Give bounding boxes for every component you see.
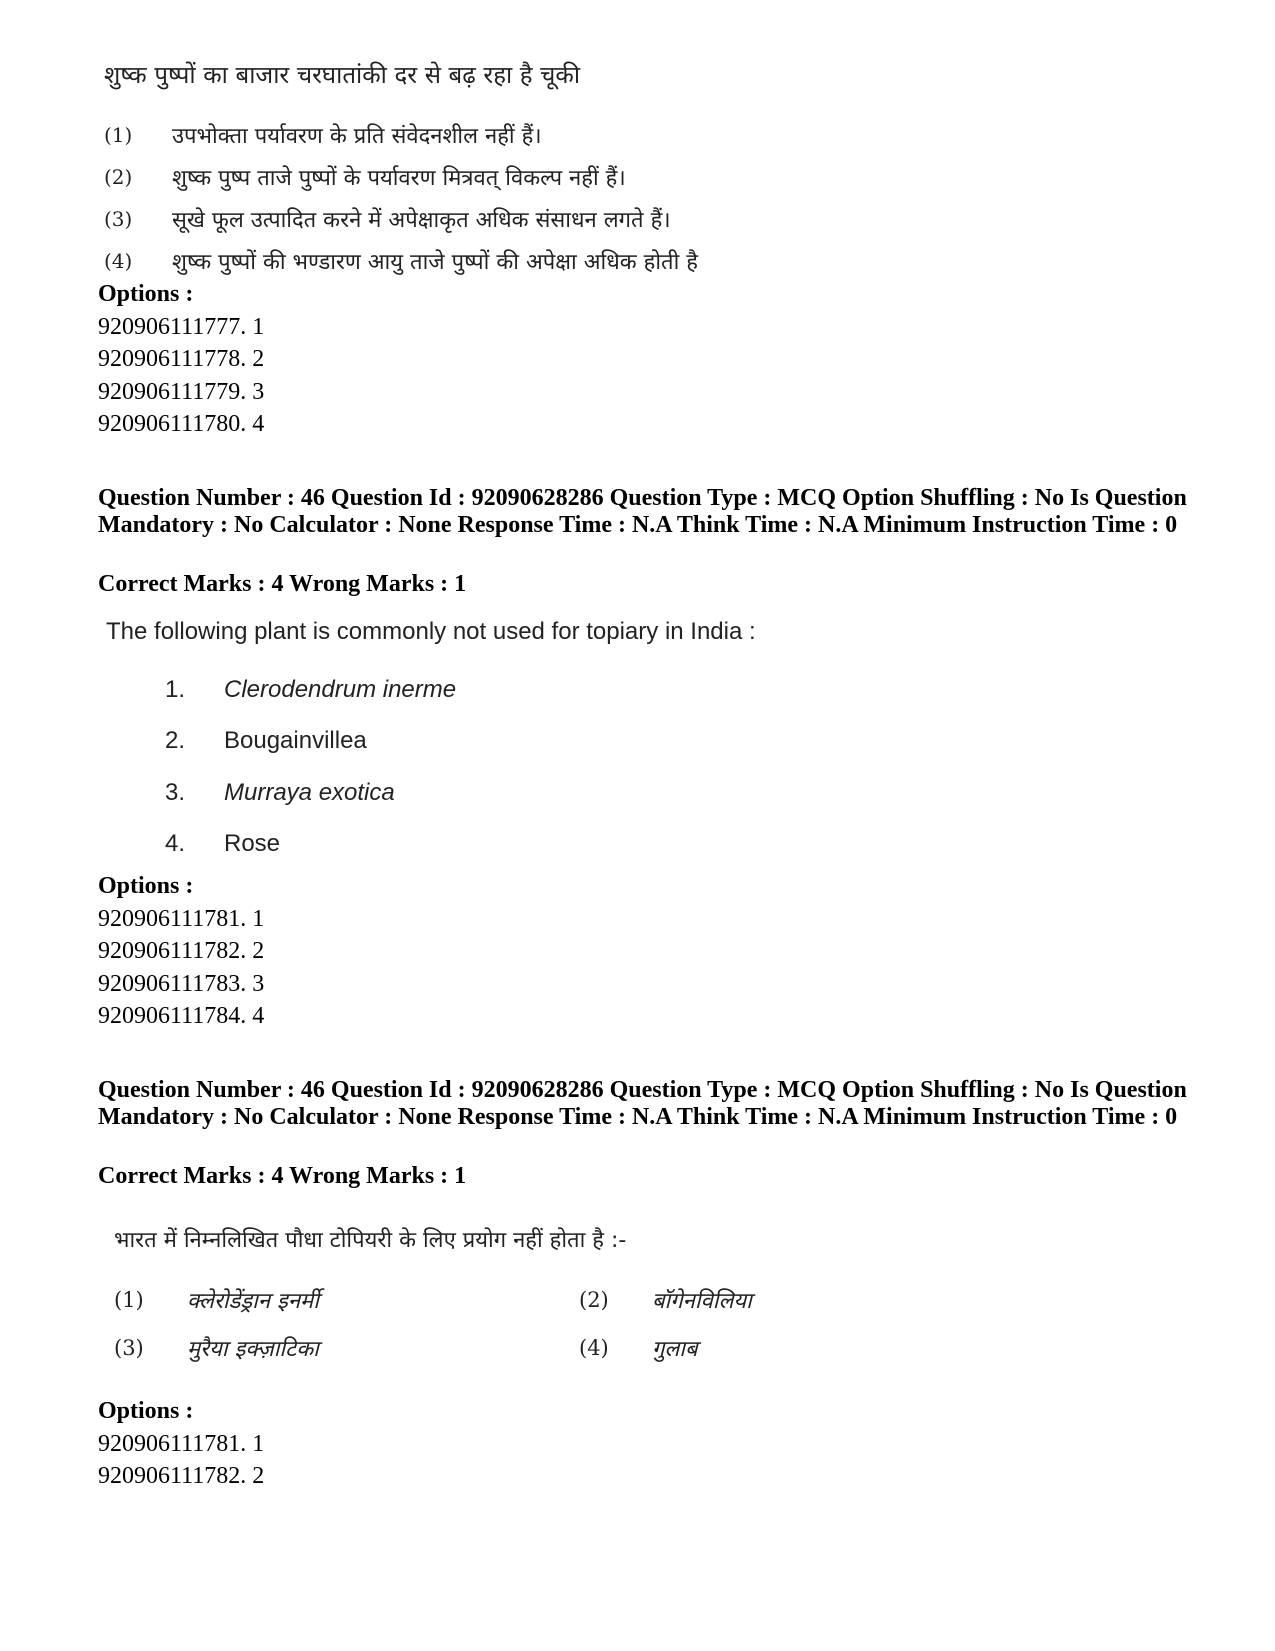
hindi-question-stem: शुष्क पुष्पों का बाजार चरघातांकी दर से बढ़ रहा है चूकी [104,61,581,89]
option-line: 920906111781. 1 [98,905,265,932]
answer-item [114,1276,579,1324]
option-line: 920906111779. 3 [98,378,265,405]
answer-text: बॉगेनविलिया [652,1289,752,1314]
answer-item [165,716,456,768]
answer-number: (2) [104,165,133,189]
option-line: 920906111778. 2 [98,346,265,372]
answer-item [104,114,1104,156]
answer-text: मुरैया इक्ज़ाटिका [187,1337,319,1362]
answer-text: Clerodendrum inerme [224,675,457,703]
question-marks: Correct Marks : 4 Wrong Marks : 1 [98,1163,467,1189]
answer-number: (1) [114,1288,144,1312]
answer-text: उपभोक्ता पर्यावरण के प्रति संवेदनशील नहीं हैं। [172,124,542,149]
question-marks: Correct Marks : 4 Wrong Marks : 1 [98,571,467,597]
options-label: Options : [98,1398,194,1424]
answer-number: 4. [165,830,186,858]
answer-number: (2) [579,1288,609,1312]
answer-item [114,1324,579,1372]
hindi-question-stem: भारत में निम्नलिखित पौधा टोपियरी के लिए प्रयोग नहीं होता है :- [114,1228,627,1253]
answer-number: (1) [104,123,133,147]
question-meta: Question Number : 46 Question Id : 92090628286 Question Type : MCQ Option Shuffling : No Is Question Mandatory : No Calculator : None Response Time : N.A Think Time : N.A Minimum Instruction Time : 0 [98,1077,1187,1130]
options-block [98,278,264,441]
answer-item [104,198,1104,240]
answer-text: Murraya exotica [224,778,395,806]
answer-number: 2. [165,727,186,755]
answer-text: Rose [224,830,281,858]
question-meta: Question Number : 46 Question Id : 92090628286 Question Type : MCQ Option Shuffling : No Is Question Mandatory : No Calculator : None Response Time : N.A Think Time : N.A Minimum Instruction Time : 0 [98,485,1187,538]
english-question-stem: The following plant is commonly not used for topiary in India : [106,618,756,645]
options-block [98,870,264,1033]
answer-text: गुलाब [652,1337,698,1362]
answer-number: (4) [579,1336,609,1360]
option-line: 920906111777. 1 [98,313,265,340]
answer-item [579,1324,1014,1372]
option-line: 920906111781. 1 [98,1430,265,1457]
english-answer-list [165,664,456,870]
options-block [98,1395,264,1493]
options-label: Options : [98,281,194,307]
option-line: 920906111782. 2 [98,1463,265,1489]
option-line: 920906111784. 4 [98,1003,265,1029]
answer-text: शुष्क पुष्पों की भण्डारण आयु ताजे पुष्पों की अपेक्षा अधिक होती है [172,250,698,275]
answer-item [579,1276,1014,1324]
answer-item [165,664,456,716]
hindi-answer-grid [114,1276,1014,1372]
answer-number: (3) [104,207,133,231]
answer-item [104,156,1104,198]
answer-text: सूखे फूल उत्पादित करने में अपेक्षाकृत अधिक संसाधन लगते हैं। [172,208,671,233]
option-line: 920906111780. 4 [98,411,265,437]
answer-text: Bougainvillea [224,727,367,755]
answer-item [165,767,456,819]
hindi-answer-list [104,114,1104,282]
answer-number: 3. [165,778,186,806]
answer-text: क्लेरोडेंड्रान इनर्मी [187,1289,319,1314]
option-line: 920906111782. 2 [98,938,265,964]
answer-number: (4) [104,249,133,273]
answer-number: (3) [114,1336,144,1360]
answer-item [104,240,1104,282]
options-label: Options : [98,873,194,899]
answer-item [165,819,456,871]
answer-number: 1. [165,675,186,703]
answer-text: शुष्क पुष्प ताजे पुष्पों के पर्यावरण मित्रवत् विकल्प नहीं हैं। [172,166,626,191]
option-line: 920906111783. 3 [98,970,265,997]
